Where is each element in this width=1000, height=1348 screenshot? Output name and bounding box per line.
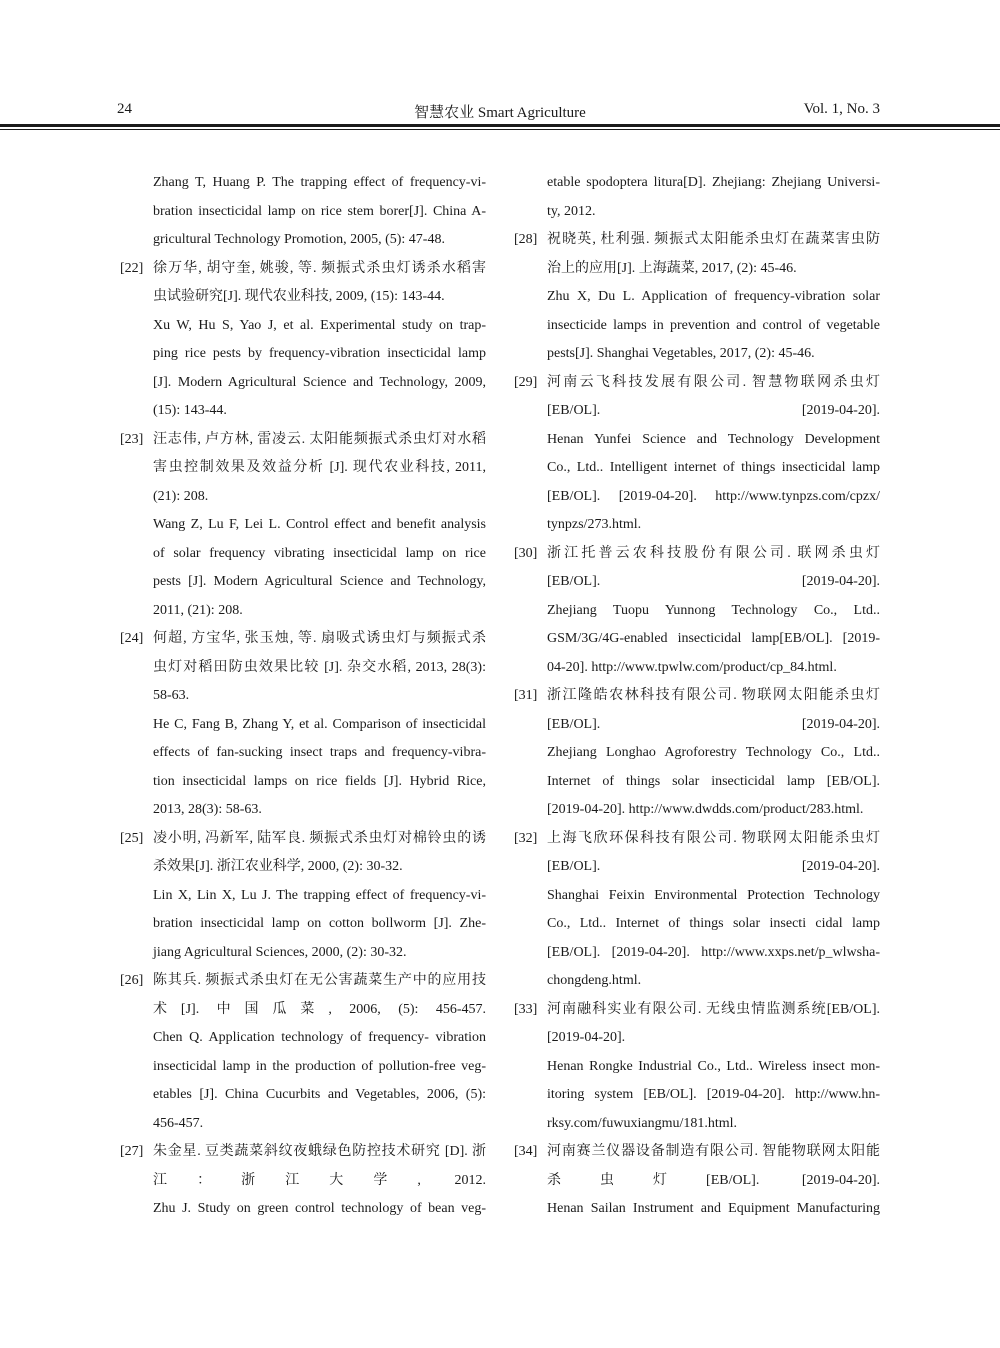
reference-line: Shanghai Feixin Environmental Protection Technology [547,887,880,903]
reference-number: [23] [120,431,144,447]
reference-line: [EB/OL]. [2019-04-20]. [547,716,880,732]
reference-line: insecticidal lamp in the production of pollution-free veg- [153,1058,486,1074]
reference-continuation [514,169,880,226]
reference-line: pests[J]. Shanghai Vegetables, 2017, (2): 45-46. [547,346,815,361]
reference-entry [120,1138,486,1224]
reference-line: 杀效果[J]. 浙江农业科学, 2000, (2): 30-32. [153,859,403,874]
reference-number: [34] [514,1144,538,1159]
reference-line: tion insecticidal lamps on rice fields [J]. Hybrid Rice, [153,773,486,789]
reference-column-right [514,169,880,1224]
reference-line: insecticide lamps in prevention and control of vegetable [547,317,880,333]
reference-line: Zhu J. Study on green control technology of bean veg- [153,1201,486,1216]
reference-line: He C, Fang B, Zhang Y, et al. Comparison of insecticidal [153,716,486,732]
reference-entry [120,255,486,426]
reference-number: [26] [120,973,144,988]
reference-number: [24] [120,631,144,646]
reference-line: 徐万华, 胡守奎, 姚骏, 等. 频振式杀虫灯诱杀水稻害 [153,260,486,276]
reference-entry [120,967,486,1138]
reference-line: Zhejiang Tuopu Yunnong Technology Co., Ltd.. [547,602,880,618]
reference-line: 凌小明, 冯新军, 陆军良. 频振式杀虫灯对棉铃虫的诱 [153,830,486,846]
reference-line: pests [J]. Modern Agricultural Science and Technology, [153,574,486,589]
reference-line: Zhu X, Du L. Application of frequency-vibration solar [547,289,880,304]
reference-line: [EB/OL]. [2019-04-20]. http://www.xxps.net/p_wlwsha- [547,944,880,960]
reference-line: 河南云飞科技发展有限公司. 智慧物联网杀虫灯 [547,374,880,390]
reference-line: 虫试验研究[J]. 现代农业科技, 2009, (15): 143-44. [153,289,445,304]
reference-line: [J]. Modern Agricultural Science and Technology, 2009, [153,374,486,390]
reference-entry [120,426,486,626]
reference-line: (15): 143-44. [153,403,227,418]
reference-line: Xu W, Hu S, Yao J, et al. Experimental study on trap- [153,317,486,333]
reference-continuation [120,169,486,255]
reference-entry [514,1138,880,1224]
reference-entry [120,625,486,825]
reference-line: effects of fan-sucking insect traps and frequency-vibra- [153,745,486,760]
reference-line: Henan Yunfei Science and Technology Development [547,431,880,447]
reference-line: 杀虫灯[EB/OL]. [2019-04-20]. [547,1172,880,1188]
reference-line: 治上的应用[J]. 上海蔬菜, 2017, (2): 45-46. [547,260,797,276]
reference-line: etable spodoptera litura[D]. Zhejiang: Zhejiang Universi- [547,175,880,190]
header-rule-thin [0,129,1000,130]
reference-column-left [120,169,486,1224]
reference-line: jiang Agricultural Sciences, 2000, (2): 30-32. [153,944,407,960]
reference-line: 456-457. [153,1115,204,1131]
reference-line: itoring system [EB/OL]. [2019-04-20]. http://www.hn- [547,1087,880,1102]
reference-line: [2019-04-20]. http://www.dwdds.com/product/283.html. [547,802,864,817]
reference-line: 河南赛兰仪器设备制造有限公司. 智能物联网太阳能 [547,1144,880,1159]
reference-line: 2011, (21): 208. [153,602,243,618]
reference-line: Zhejiang Longhao Agroforestry Technology Co., Ltd.. [547,745,880,760]
reference-line: tynpzs/273.html. [547,517,642,532]
reference-line: ping rice pests by frequency-vibration insecticidal lamp [153,346,486,361]
reference-line: 祝晓英, 杜利强. 频振式太阳能杀虫灯在蔬菜害虫防 [547,232,880,247]
reference-line: bration insecticidal lamp on rice stem borer[J]. China A- [153,203,486,219]
reference-number: [31] [514,688,538,703]
reference-line: Internet of things solar insecticidal lamp [EB/OL]. [547,773,880,789]
reference-number: [22] [120,260,144,276]
reference-entry [514,226,880,369]
reference-number: [29] [514,374,538,390]
page-number: 24 [117,101,132,117]
reference-line: 河南融科实业有限公司. 无线虫情监测系统[EB/OL]. [547,1001,880,1017]
reference-line: [EB/OL]. [2019-04-20]. [547,859,880,874]
reference-entry [120,825,486,968]
reference-number: [28] [514,232,538,247]
reference-line: [2019-04-20]. [547,1030,626,1045]
reference-line: Co., Ltd.. Intelligent internet of things insecticidal lamp [547,460,880,475]
reference-line: [EB/OL]. [2019-04-20]. http://www.tynpzs.com/cpzx/ [547,488,880,504]
reference-number: [30] [514,545,538,561]
reference-number: [33] [514,1001,538,1017]
reference-line: Chen Q. Application technology of frequency- vibration [153,1030,486,1045]
reference-line: 汪志伟, 卢方林, 雷凌云. 太阳能频振式杀虫灯对水稻 [153,431,486,447]
reference-number: [32] [514,830,538,846]
reference-entry [514,540,880,683]
reference-line: 浙江隆皓农林科技有限公司. 物联网太阳能杀虫灯 [547,688,880,703]
reference-entry [514,369,880,540]
reference-line: 04-20]. http://www.tpwlw.com/product/cp_84.html. [547,659,837,675]
reference-line: Henan Sailan Instrument and Equipment Manufacturing [547,1201,880,1216]
reference-line: [EB/OL]. [2019-04-20]. [547,574,880,589]
reference-line: 58-63. [153,688,190,703]
reference-line: Henan Rongke Industrial Co., Ltd.. Wireless insect mon- [547,1058,880,1074]
running-header [0,0,1000,130]
reference-line: 江：浙江大学, 2012. [153,1172,486,1188]
reference-line: 陈其兵. 频振式杀虫灯在无公害蔬菜生产中的应用技 [153,973,486,988]
reference-line: Co., Ltd.. Internet of things solar insecti cidal lamp [547,916,880,931]
reference-line: of solar frequency vibrating insecticidal lamp on rice [153,545,486,561]
reference-entry [514,682,880,825]
reference-number: [25] [120,830,144,846]
journal-title: 智慧农业 Smart Agriculture [414,105,586,121]
reference-entry [514,825,880,996]
reference-line: gricultural Technology Promotion, 2005, (5): 47-48. [153,232,445,247]
reference-line: 朱金星. 豆类蔬菜斜纹夜蛾绿色防控技术研究 [D]. 浙 [153,1144,486,1159]
reference-line: ty, 2012. [547,203,596,219]
reference-line: 浙江托普云农科技股份有限公司. 联网杀虫灯 [547,545,880,561]
reference-line: Wang Z, Lu F, Lei L. Control effect and benefit analysis [153,517,486,532]
reference-line: etables [J]. China Cucurbits and Vegetables, 2006, (5): [153,1087,486,1102]
reference-line: 2013, 28(3): 58-63. [153,802,262,817]
reference-line: chongdeng.html. [547,973,642,988]
reference-line: rksy.com/fuwuxiangmu/181.html. [547,1115,738,1131]
reference-line: bration insecticidal lamp on cotton bollworm [J]. Zhe- [153,916,486,931]
reference-line: 上海飞欣环保科技有限公司. 物联网太阳能杀虫灯 [547,830,880,846]
reference-number: [27] [120,1144,144,1159]
reference-line: Zhang T, Huang P. The trapping effect of frequency-vi- [153,175,486,190]
reference-line: [EB/OL]. [2019-04-20]. [547,403,880,418]
reference-entry [514,996,880,1139]
volume-issue: Vol. 1, No. 3 [803,101,880,117]
reference-line: 术[J]. 中国瓜菜, 2006, (5): 456-457. [153,1001,486,1017]
reference-line: Lin X, Lin X, Lu J. The trapping effect of frequency-vi- [153,887,486,903]
reference-line: 何超, 方宝华, 张玉烛, 等. 扇吸式诱虫灯与频振式杀 [153,631,486,646]
reference-line: GSM/3G/4G-enabled insecticidal lamp[EB/OL]. [2019- [547,631,880,646]
reference-line: 害虫控制效果及效益分析 [J]. 现代农业科技, 2011, [153,460,486,475]
reference-line: (21): 208. [153,488,209,504]
header-rule-thick [0,124,1000,127]
reference-line: 虫灯对稻田防虫效果比较 [J]. 杂交水稻, 2013, 28(3): [153,659,486,675]
